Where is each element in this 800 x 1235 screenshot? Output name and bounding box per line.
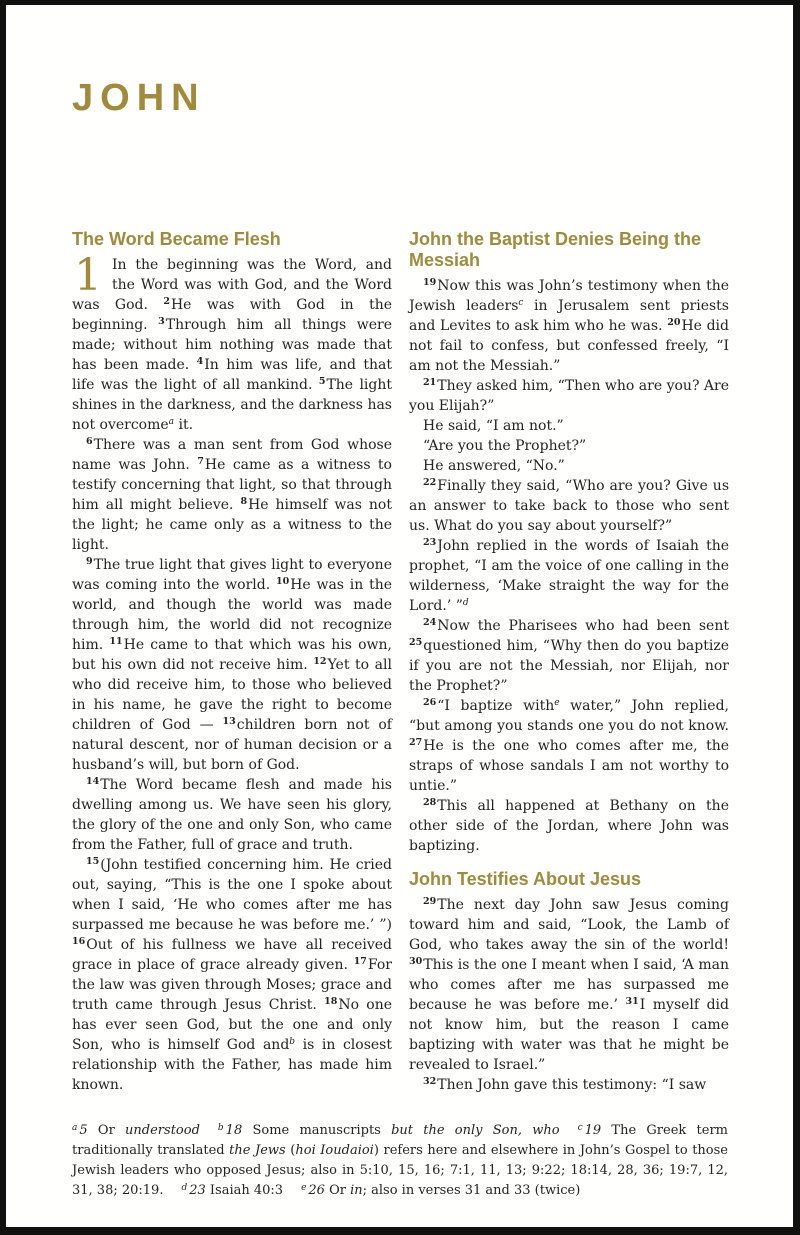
verse-number: 2 [163, 296, 170, 307]
verse-number: 11 [109, 636, 123, 647]
verse-paragraph: $^6$There was a man sent from God whose name was John. $^7$He came as a witness to testify concerning that light, so that through him all might believe. $^8$He himself was not the light; he came only as a witness to the light. [72, 436, 392, 553]
book-title: JOHN [72, 77, 206, 119]
section-heading: John the Baptist Denies Being the Messiah [409, 229, 702, 270]
verse-number: 16 [72, 936, 86, 947]
footnote-letter: d [181, 1182, 188, 1193]
verse-paragraph: $^{15}$(John testified concerning him. He cried out, saying, “This is the one I spoke about when I said, ‘He who comes after me has surpassed me because he was before me.’ ”) $^{16}$Out of his fullness we have all received grace in place of grace already given. $^{17}$For the law was given through Moses; grace and truth came through Jesus Christ. $^{18}$No one has ever seen God, but the one and only Son, who is himself God and$^b$ is in closest relationship with the Father, has made him known. [72, 856, 393, 1093]
italic-text: in [350, 1183, 363, 1198]
verse-number: 13 [222, 716, 236, 727]
column-right [409, 229, 729, 1095]
footnote-marker: d [462, 597, 469, 608]
footnote-letter: c [577, 1122, 583, 1133]
footnote-verse-ref: 26 [308, 1183, 325, 1198]
chapter-number: 1 [74, 250, 102, 301]
section-heading: The Word Became Flesh [72, 229, 281, 249]
footnote-letter: b [217, 1122, 224, 1133]
italic-text: hoi Ioudaioi [295, 1143, 374, 1158]
verse-number: 29 [423, 896, 437, 907]
verse-paragraph: $^{21}$They asked him, “Then who are you? Are you Elijah?” [409, 377, 729, 414]
verse-paragraph: He answered, “No.” [423, 458, 565, 474]
bible-page [6, 5, 793, 1227]
footnote-verse-ref: 5 [79, 1123, 88, 1138]
verse-number: 28 [423, 797, 437, 808]
verse-number: 23 [423, 537, 437, 548]
verse-paragraph: $^{28}$This all happened at Bethany on the other side of the Jordan, where John was baptizing. [409, 797, 729, 854]
verse-number: 8 [240, 496, 248, 507]
verse-paragraph: $^{26}$“I baptize with$^e$ water,” John replied, “but among you stands one you do not know. $^{27}$He is the one who comes after me, the straps of whose sandals I am not worthy to untie.” [409, 697, 729, 794]
verse-number: 17 [353, 956, 367, 967]
footnote-marker: e [554, 697, 560, 708]
italic-text: but the only Son, who [391, 1123, 560, 1138]
footnote-letter: e [301, 1182, 307, 1193]
verse-number: 12 [313, 656, 327, 667]
verse-number: 14 [86, 776, 100, 787]
verse-paragraph: He said, “I am not.” [423, 418, 564, 434]
verse-number: 3 [158, 316, 165, 327]
verse-paragraph: $^{29}$The next day John saw Jesus coming toward him and said, “Look, the Lamb of God, who takes away the sin of the world! $^{30}$This is the one I meant when I said, ‘A man who comes after me has surpassed me because he was before me.’ $^{31}$I myself did not know him, but the reason I came baptizing with water was that he might be revealed to Israel.” [409, 896, 729, 1073]
verse-number: 31 [625, 996, 639, 1007]
verse-number: 22 [423, 477, 437, 488]
verse-number: 24 [423, 617, 437, 628]
verse-number: 20 [667, 317, 681, 328]
italic-text: understood [125, 1123, 200, 1138]
column-left [72, 229, 392, 1095]
verse-paragraph: $^{32}$Then John gave this testimony: “I saw [423, 1076, 707, 1093]
section-heading: John Testifies About Jesus [409, 869, 642, 889]
verse-paragraph: $^{24}$Now the Pharisees who had been sent $^{25}$questioned him, “Why then do you baptize if you are not the Messiah, nor Elijah, nor the Prophet?” [409, 617, 729, 694]
verse-number: 9 [86, 556, 93, 567]
verse-number: 4 [196, 356, 204, 367]
verse-number: 5 [318, 376, 326, 387]
verse-number: 6 [86, 436, 93, 447]
verse-number: 26 [423, 697, 437, 708]
verse-number: 19 [423, 277, 437, 288]
footnote-marker: a [168, 416, 175, 427]
italic-text: the Jews [229, 1143, 286, 1158]
verse-number: 7 [197, 456, 204, 467]
verse-number: 25 [409, 637, 423, 648]
footnote-verse-ref: 18 [225, 1123, 243, 1138]
verse-number: 18 [324, 996, 338, 1007]
verse-paragraph: $^{23}$John replied in the words of Isaiah the prophet, “I am the voice of one calling in the wilderness, ‘Make straight the way for the Lord.’ ”$^d$ [409, 537, 729, 614]
verse-paragraph: “Are you the Prophet?” [423, 438, 587, 454]
footnote-marker: b [289, 1036, 296, 1047]
verse-paragraph: 1 In the beginning was the Word, and the Word was with God, and the Word was God. $^2$He was with God in the beginning. $^3$Through him all things were made; without him nothing was made that has been made. $^4$In him was life, and that life was the light of all mankind. $^5$The light shines in the darkness, and the darkness has not overcome$^a$ it. [72, 250, 393, 433]
verse-number: 15 [86, 856, 100, 867]
footnote-verse-ref: 23 [189, 1183, 206, 1198]
verse-paragraph: $^{14}$The Word became flesh and made his dwelling among us. We have seen his glory, the glory of the one and only Son, who came from the Father, full of grace and truth. [72, 776, 392, 853]
verse-number: 27 [409, 737, 423, 748]
verse-paragraph: $^9$The true light that gives light to everyone was coming into the world. $^{10}$He was in the world, and though the world was made through him, the world did not recognize him. $^{11}$He came to that which was his own, but his own did not receive him. $^{12}$Yet to all who did receive him, to those who believed in his name, he gave the right to become children of God — $^{13}$children born not of natural descent, nor of human decision or a husband’s will, but born of God. [72, 556, 392, 773]
verse-number: 10 [275, 576, 290, 587]
text-columns [72, 229, 728, 1095]
footnote-verse-ref: 19 [584, 1123, 602, 1138]
footnotes-section: $^a$ 5 Or understood $^b$ 18 Some manuscripts but the only Son, who $^c$ 19 The Greek term traditionally translated the Jews (hoi Ioudaioi) refers here and elsewhere in John’s Gospel to those Jewish leaders who opposed Jesus; also in 5:10, 15, 16; 7:1, 11, 13; 9:22; 18:14, 28, 36; 19:7, 12, 31, 38; 20:19. $^d$ 23 Isaiah 40:3 $^e$ 26 Or in; also in verses 31 and 33 (twice) [72, 1122, 728, 1198]
verse-paragraph: $^{19}$Now this was John’s testimony when the Jewish leaders$^c$ in Jerusalem sent priests and Levites to ask him who he was. $^{20}$He did not fail to confess, but confessed freely, “I am not the Messiah.” [409, 277, 729, 374]
verse-paragraph: $^{22}$Finally they said, “Who are you? Give us an answer to take back to those who sent us. What do you say about yourself?” [409, 477, 729, 534]
footnote-letter: a [72, 1122, 78, 1133]
verse-number: 30 [409, 956, 423, 967]
verse-number: 32 [423, 1076, 437, 1087]
verse-number: 21 [423, 377, 437, 388]
footnote-marker: c [518, 297, 524, 308]
